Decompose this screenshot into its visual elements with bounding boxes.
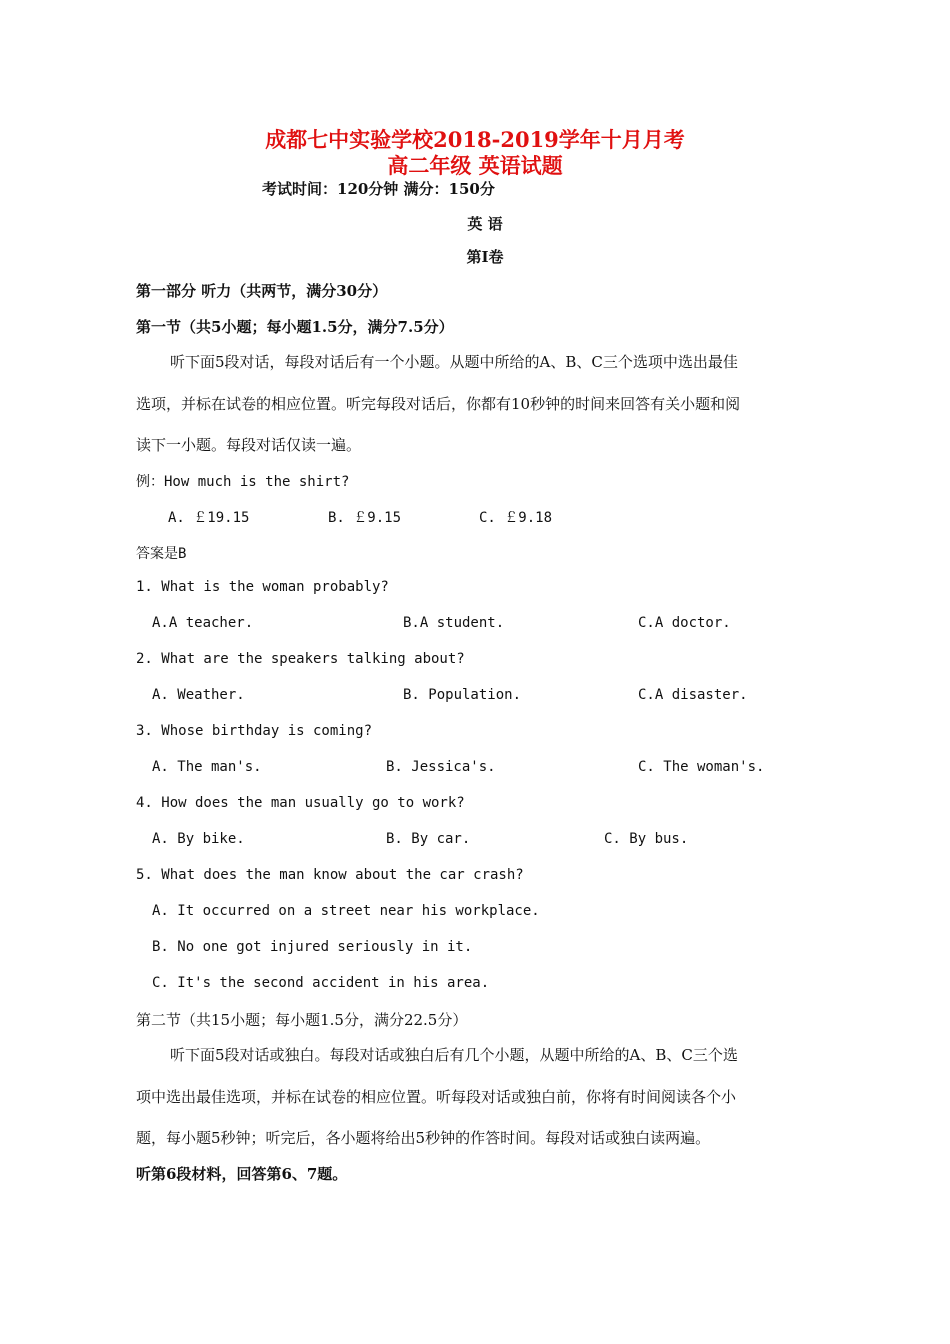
example-option: B. ￡9.15 — [328, 510, 402, 526]
option: A.A teacher. — [152, 615, 254, 631]
question-3: 3. Whose birthday is coming? — [136, 723, 373, 739]
option: C.A disaster. — [638, 687, 748, 703]
section1-instruction-line: 听下面5段对话，每段对话后有一个小题。从题中所给的A、B、C三个选项中选出最佳 — [170, 353, 738, 371]
option: C. It's the second accident in his area. — [152, 975, 490, 991]
option: B. Jessica's. — [386, 759, 496, 775]
question-5: 5. What does the man know about the car crash? — [136, 867, 524, 883]
section1-instruction-line: 读下一小题。每段对话仅读一遍。 — [136, 436, 362, 454]
example-answer: 答案是B — [136, 546, 187, 562]
option: B. Population. — [403, 687, 522, 703]
material-note: 听第6段材料，回答第6、7题。 — [136, 1165, 348, 1183]
exam-subtitle: 高二年级 英语试题 — [387, 153, 563, 178]
option: A. It occurred on a street near his workplace. — [152, 903, 540, 919]
option: A. The man's. — [152, 759, 262, 775]
option: B. By car. — [386, 831, 471, 847]
option: C.A doctor. — [638, 615, 731, 631]
question-1: 1. What is the woman probably? — [136, 579, 389, 595]
example-option: A. ￡19.15 — [168, 510, 250, 526]
option: B.A student. — [403, 615, 505, 631]
option: C. The woman's. — [638, 759, 765, 775]
section2-instruction-line: 听下面5段对话或独白。每段对话或独白后有几个小题，从题中所给的A、B、C三个选 — [170, 1046, 738, 1064]
section2-instruction-line: 项中选出最佳选项，并标在试卷的相应位置。听每段对话或独白前，你将有时间阅读各个小 — [136, 1088, 737, 1106]
section2-heading: 第二节（共15小题；每小题1.5分，满分22.5分） — [136, 1011, 468, 1029]
part1-heading: 第一部分 听力（共两节，满分30分） — [136, 282, 388, 300]
section1-heading: 第一节（共5小题；每小题1.5分，满分7.5分） — [136, 318, 454, 336]
exam-title: 成都七中实验学校2018-2019学年十月月考 — [265, 127, 685, 152]
example-question: 例：How much is the shirt? — [136, 474, 350, 490]
question-2: 2. What are the speakers talking about? — [136, 651, 465, 667]
example-option: C. ￡9.18 — [479, 510, 553, 526]
section1-instruction-line: 选项，并标在试卷的相应位置。听完每段对话后，你都有10秒钟的时间来回答有关小题和阅 — [136, 395, 741, 413]
section2-instruction-line: 题，每小题5秒钟；听完后，各小题将给出5秒钟的作答时间。每段对话或独白读两遍。 — [136, 1129, 711, 1147]
question-4: 4. How does the man usually go to work? — [136, 795, 465, 811]
option: A. Weather. — [152, 687, 245, 703]
subject-heading: 英 语 — [467, 215, 503, 233]
volume-heading: 第Ⅰ卷 — [466, 248, 504, 266]
option: B. No one got injured seriously in it. — [152, 939, 473, 955]
exam-info: 考试时间：120分钟 满分：150分 — [262, 180, 495, 198]
option: A. By bike. — [152, 831, 245, 847]
option: C. By bus. — [604, 831, 689, 847]
